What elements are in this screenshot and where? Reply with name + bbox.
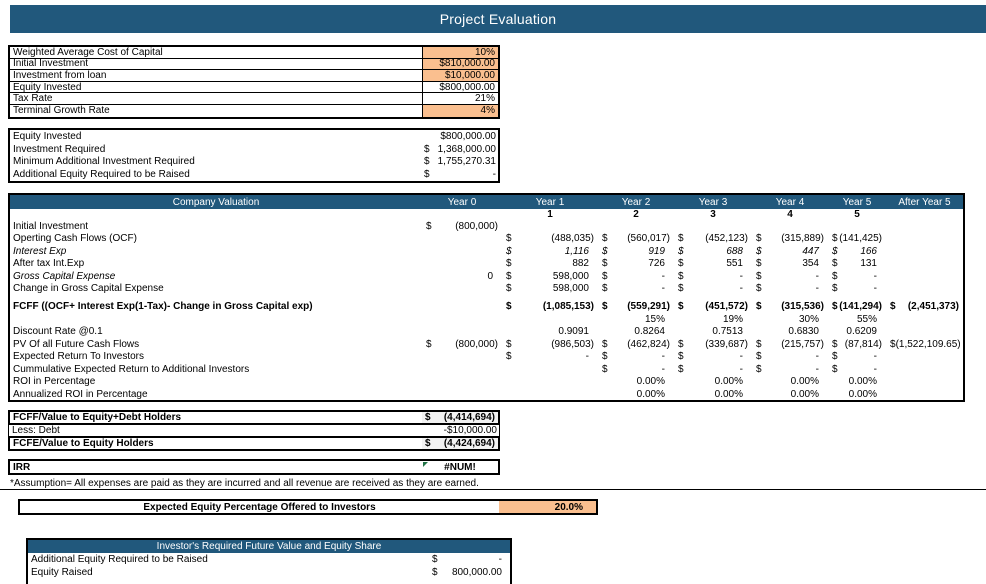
cell[interactable] xyxy=(598,389,674,400)
cell[interactable] xyxy=(752,364,828,375)
column-header[interactable]: Year 0 xyxy=(447,196,477,208)
dollar-sign: $ xyxy=(506,270,512,282)
cell[interactable] xyxy=(752,301,828,312)
cell[interactable] xyxy=(502,339,598,350)
cell-value: - xyxy=(873,283,877,295)
row-label[interactable]: Additional Equity Required to be Raised xyxy=(31,554,208,565)
cell-value: (1,085,153) xyxy=(542,300,594,312)
dollar-sign: $ xyxy=(756,233,762,245)
dollar-sign: $ xyxy=(832,245,838,257)
row-label[interactable]: Equity Invested xyxy=(13,81,82,93)
cell-value: 131 xyxy=(860,258,877,270)
cell-value: (462,824) xyxy=(627,338,670,350)
cell[interactable] xyxy=(752,326,828,337)
cell-value: 551 xyxy=(726,258,743,270)
dollar-sign: $ xyxy=(678,245,684,257)
dollar-sign: $ xyxy=(602,351,608,363)
cell[interactable] xyxy=(502,283,598,294)
row-label[interactable]: Investment Required xyxy=(13,143,106,155)
cell[interactable] xyxy=(674,351,752,362)
dollar-sign: $ xyxy=(678,258,684,270)
cell[interactable] xyxy=(828,301,886,312)
row-label[interactable]: Cummulative Expected Return to Additional Investors xyxy=(13,363,250,375)
table-row xyxy=(10,155,498,168)
cell[interactable] xyxy=(752,283,828,294)
dollar-sign: $ xyxy=(678,233,684,245)
cell-value: 0.7513 xyxy=(712,326,743,338)
dollar-sign: $ xyxy=(832,233,838,245)
cell[interactable] xyxy=(752,376,828,387)
row-label[interactable]: Equity Raised xyxy=(31,567,93,578)
debt-value-cell[interactable]: -$10,000.00 xyxy=(443,425,497,436)
dollar-sign: $ xyxy=(602,363,608,375)
terminal-growth-cell[interactable]: 4% xyxy=(422,105,498,117)
amount-value: - xyxy=(492,168,496,180)
table-row xyxy=(10,388,963,401)
amount-cell[interactable] xyxy=(420,156,498,167)
cell[interactable] xyxy=(598,283,674,294)
dollar-sign: $ xyxy=(756,283,762,295)
amount-value: 800,000.00 xyxy=(451,567,502,578)
cell[interactable] xyxy=(598,314,674,325)
row-label[interactable]: ROI in Percentage xyxy=(13,376,96,388)
column-header[interactable]: Year 2 xyxy=(621,196,651,208)
dollar-sign: $ xyxy=(678,270,684,282)
table-row xyxy=(10,376,963,389)
dollar-sign: $ xyxy=(424,168,430,180)
row-label[interactable]: IRR xyxy=(13,461,31,473)
cell[interactable] xyxy=(674,314,752,325)
valuation-header-row xyxy=(10,195,963,209)
cell[interactable] xyxy=(674,258,752,269)
table-row xyxy=(10,93,498,105)
cell-value: 882 xyxy=(572,258,589,270)
fcfe-value-cell[interactable] xyxy=(422,438,498,449)
irr-error-value: #NUM! xyxy=(444,461,476,473)
dollar-sign: $ xyxy=(506,300,512,312)
cell[interactable] xyxy=(502,258,598,269)
cell-value: (800,000) xyxy=(455,338,498,350)
cell-value: 0.00% xyxy=(636,376,665,388)
amount-value: $800,000.00 xyxy=(440,130,496,142)
loan-investment-cell[interactable]: $10,000.00 xyxy=(422,70,498,81)
row-label[interactable]: Initial Investment xyxy=(13,220,89,232)
cell-value: - xyxy=(815,363,819,375)
amount-cell[interactable] xyxy=(428,554,508,565)
row-label[interactable]: Discount Rate @0.1 xyxy=(13,326,103,338)
cell[interactable] xyxy=(502,233,598,244)
table-row xyxy=(10,245,963,258)
dollar-sign: $ xyxy=(832,270,838,282)
cell-value: 0.6830 xyxy=(788,326,819,338)
cell-value: - xyxy=(873,363,877,375)
dollar-sign: $ xyxy=(602,270,608,282)
row-label[interactable]: Minimum Additional Investment Required xyxy=(13,156,195,168)
column-header[interactable]: Year 3 xyxy=(698,196,728,208)
table-row xyxy=(10,338,963,351)
cell-value: - xyxy=(815,283,819,295)
investor-box xyxy=(26,538,512,584)
cell[interactable] xyxy=(674,246,752,257)
dollar-sign: $ xyxy=(678,351,684,363)
less-debt-row xyxy=(8,425,500,436)
column-header[interactable]: Year 1 xyxy=(535,196,565,208)
cell-value: (1,522,109.65) xyxy=(895,338,961,350)
row-label[interactable]: Weighted Average Cost of Capital xyxy=(13,46,163,58)
table-row xyxy=(10,299,963,313)
cell-value: (315,536) xyxy=(781,300,824,312)
table-row xyxy=(10,313,963,326)
dollar-sign: $ xyxy=(506,351,512,363)
cell-value: - xyxy=(661,363,665,375)
amount-value: - xyxy=(498,554,502,565)
cell-value: 0.00% xyxy=(848,388,877,400)
cell-value: 726 xyxy=(648,258,665,270)
dollar-sign: $ xyxy=(890,300,896,312)
equity-invested-cell[interactable]: $800,000.00 xyxy=(422,82,498,93)
cell[interactable] xyxy=(502,326,598,337)
dollar-sign: $ xyxy=(832,338,838,350)
row-label[interactable]: Change in Gross Capital Expense xyxy=(13,283,164,295)
dollar-sign: $ xyxy=(678,338,684,350)
cell-value: 1,116 xyxy=(564,245,589,257)
period-number-cell[interactable]: 4 xyxy=(787,209,793,220)
irr-value-cell[interactable] xyxy=(422,461,498,473)
cell[interactable] xyxy=(828,314,886,325)
amount-value: (4,424,694) xyxy=(443,438,495,449)
cell[interactable] xyxy=(752,271,828,282)
cell[interactable] xyxy=(674,364,752,375)
row-label[interactable]: FCFE/Value to Equity Holders xyxy=(13,438,154,449)
dollar-sign: $ xyxy=(832,300,838,312)
cell-value: 0.9091 xyxy=(558,326,589,338)
dollar-sign: $ xyxy=(832,363,838,375)
cell[interactable] xyxy=(752,314,828,325)
cell[interactable] xyxy=(674,389,752,400)
table-row xyxy=(10,143,498,156)
cell[interactable] xyxy=(598,364,674,375)
cell[interactable] xyxy=(598,258,674,269)
cell[interactable] xyxy=(598,339,674,350)
tax-rate-cell[interactable]: 21% xyxy=(422,93,498,104)
table-row xyxy=(10,258,963,271)
cell[interactable] xyxy=(674,283,752,294)
cell[interactable] xyxy=(598,326,674,337)
dollar-sign: $ xyxy=(426,338,432,350)
cell[interactable] xyxy=(752,339,828,350)
period-number-cell[interactable]: 5 xyxy=(854,209,860,220)
table-row xyxy=(10,105,498,117)
row-label[interactable]: Less: Debt xyxy=(12,425,60,436)
amount-value: (4,414,694) xyxy=(443,412,495,423)
assumption-note: *Assumption= All expenses are paid as they are incurred and all revenue are received as they are earned. xyxy=(0,477,986,490)
cell[interactable] xyxy=(674,326,752,337)
row-label[interactable]: Equity Invested xyxy=(13,130,82,142)
cell-value: - xyxy=(739,270,743,282)
dollar-sign: $ xyxy=(756,351,762,363)
cell[interactable] xyxy=(828,351,886,362)
row-label[interactable]: Tax Rate xyxy=(13,93,53,105)
dollar-sign: $ xyxy=(602,258,608,270)
row-label[interactable]: Gross Capital Expense xyxy=(13,270,116,282)
dollar-sign: $ xyxy=(432,567,438,578)
cell[interactable] xyxy=(886,339,963,350)
table-row xyxy=(10,351,963,364)
cell-value: (141,425) xyxy=(839,233,882,245)
period-number-row xyxy=(10,209,963,220)
table-row xyxy=(10,168,498,181)
cell[interactable] xyxy=(598,246,674,257)
expected-equity-cell[interactable]: 20.0% xyxy=(499,501,596,513)
dollar-sign: $ xyxy=(432,554,438,565)
period-number-cell[interactable]: 2 xyxy=(633,209,639,220)
cell-value: 0.00% xyxy=(714,388,743,400)
dollar-sign: $ xyxy=(506,258,512,270)
cell-value: 598,000 xyxy=(552,283,589,295)
row-label[interactable]: PV Of all Future Cash Flows xyxy=(13,338,140,350)
cell-value: (315,889) xyxy=(781,233,824,245)
cell-value: 0.6209 xyxy=(846,326,877,338)
dollar-sign: $ xyxy=(756,363,762,375)
table-row xyxy=(28,566,510,579)
fcfe-value-row xyxy=(8,436,500,451)
page-title: Project Evaluation xyxy=(10,5,986,33)
cell-value: - xyxy=(739,351,743,363)
cell-value: - xyxy=(873,270,877,282)
cell[interactable] xyxy=(828,364,886,375)
cell-value: 19% xyxy=(722,313,743,325)
table-row xyxy=(10,47,498,59)
cell-value: 447 xyxy=(802,245,819,257)
equity-summary-table xyxy=(8,128,500,183)
table-row xyxy=(10,233,963,246)
error-flag-icon xyxy=(423,462,428,467)
fcff-value-row xyxy=(8,410,500,425)
cell[interactable] xyxy=(502,271,598,282)
cell-value: 166 xyxy=(860,245,877,257)
dollar-sign: $ xyxy=(425,412,431,423)
cell-value: 354 xyxy=(802,258,819,270)
dollar-sign: $ xyxy=(832,283,838,295)
dollar-sign: $ xyxy=(424,143,430,155)
row-label[interactable]: Initial Investment xyxy=(13,58,89,70)
cell[interactable] xyxy=(752,233,828,244)
company-valuation-table xyxy=(8,193,965,402)
table-row xyxy=(10,82,498,94)
table-row xyxy=(10,283,963,296)
cell[interactable] xyxy=(828,258,886,269)
cell[interactable] xyxy=(674,376,752,387)
dollar-sign: $ xyxy=(506,245,512,257)
cell[interactable] xyxy=(828,326,886,337)
dollar-sign: $ xyxy=(890,338,896,350)
amount-cell[interactable] xyxy=(420,169,498,180)
dollar-sign: $ xyxy=(756,300,762,312)
cell-value: 0.00% xyxy=(848,376,877,388)
cell-value: 55% xyxy=(856,313,877,325)
cell-value: 0.00% xyxy=(790,376,819,388)
cell[interactable] xyxy=(828,389,886,400)
cell-value: - xyxy=(739,283,743,295)
cell[interactable] xyxy=(598,376,674,387)
dollar-sign: $ xyxy=(678,283,684,295)
cell-value: - xyxy=(661,283,665,295)
cell-value: (986,503) xyxy=(551,338,594,350)
dollar-sign: $ xyxy=(602,338,608,350)
table-row xyxy=(28,553,510,566)
dollar-sign: $ xyxy=(678,363,684,375)
cell-value: 0.00% xyxy=(636,388,665,400)
table-row xyxy=(10,220,963,233)
cell[interactable] xyxy=(828,376,886,387)
amount-cell[interactable] xyxy=(420,144,498,155)
cell-value: 0 xyxy=(487,270,493,282)
table-row xyxy=(10,59,498,71)
cell-value: 15% xyxy=(644,313,665,325)
amount-cell[interactable] xyxy=(428,567,508,578)
cell[interactable] xyxy=(502,246,598,257)
dollar-sign: $ xyxy=(678,300,684,312)
row-label[interactable]: Interest Exp xyxy=(13,245,67,257)
cell-value: - xyxy=(661,270,665,282)
dollar-sign: $ xyxy=(506,233,512,245)
dollar-sign: $ xyxy=(756,245,762,257)
row-label[interactable]: Additional Equity Required to be Raised xyxy=(13,168,190,180)
table-row xyxy=(10,270,963,283)
cell-value: 688 xyxy=(726,245,743,257)
row-label[interactable]: FCFF/Value to Equity+Debt Holders xyxy=(13,412,182,423)
cell[interactable] xyxy=(828,283,886,294)
wacc-table xyxy=(8,45,500,119)
row-label[interactable]: Expected Equity Percentage Offered to Investors xyxy=(143,501,376,513)
cell-value: (339,687) xyxy=(705,338,748,350)
cell-value: (800,000) xyxy=(455,220,498,232)
cell[interactable] xyxy=(598,271,674,282)
column-header[interactable]: After Year 5 xyxy=(898,196,951,208)
column-header[interactable]: Year 4 xyxy=(775,196,805,208)
row-label[interactable]: Terminal Growth Rate xyxy=(13,105,110,117)
amount-value: 1,755,270.31 xyxy=(437,156,496,168)
dollar-sign: $ xyxy=(506,283,512,295)
dollar-sign: $ xyxy=(832,258,838,270)
initial-investment-cell[interactable]: $810,000.00 xyxy=(422,59,498,70)
cell-value: (451,572) xyxy=(705,300,748,312)
wacc-value-cell[interactable]: 10% xyxy=(422,47,498,58)
table-row xyxy=(10,70,498,82)
cell-value: (215,757) xyxy=(781,338,824,350)
dollar-sign: $ xyxy=(756,270,762,282)
cell-value: - xyxy=(815,351,819,363)
cell[interactable] xyxy=(598,351,674,362)
dollar-sign: $ xyxy=(756,338,762,350)
cell[interactable] xyxy=(422,339,502,350)
dollar-sign: $ xyxy=(424,156,430,168)
cell[interactable] xyxy=(674,339,752,350)
amount-value: 1,368,000.00 xyxy=(437,143,496,155)
period-number-cell[interactable]: 1 xyxy=(547,209,553,220)
cell-value: 919 xyxy=(648,245,665,257)
dollar-sign: $ xyxy=(602,245,608,257)
dollar-sign: $ xyxy=(832,351,838,363)
cell[interactable] xyxy=(502,351,598,362)
cell-value: 0.00% xyxy=(790,388,819,400)
cell[interactable] xyxy=(674,233,752,244)
cell-value: (2,451,373) xyxy=(907,300,959,312)
cell-value: (87,814) xyxy=(844,338,882,350)
valuation-title[interactable]: Company Valuation xyxy=(172,196,260,208)
row-label[interactable]: Operting Cash Flows (OCF) xyxy=(13,233,137,245)
cell[interactable] xyxy=(674,301,752,312)
row-label[interactable]: Expected Return To Investors xyxy=(13,351,144,363)
cell[interactable] xyxy=(828,246,886,257)
cell-value: (488,035) xyxy=(551,233,594,245)
row-label[interactable]: Annualized ROI in Percentage xyxy=(13,388,148,400)
cell[interactable] xyxy=(752,389,828,400)
dollar-sign: $ xyxy=(756,258,762,270)
fcff-value-cell[interactable] xyxy=(422,412,498,423)
cell-value: - xyxy=(661,351,665,363)
cell-value: - xyxy=(585,351,589,363)
cell[interactable] xyxy=(422,271,502,282)
cell[interactable] xyxy=(422,221,502,232)
amount-cell[interactable] xyxy=(420,131,498,142)
cell-value: 0.00% xyxy=(714,376,743,388)
column-header[interactable]: Year 5 xyxy=(842,196,872,208)
cell-value: (452,123) xyxy=(705,233,748,245)
dollar-sign: $ xyxy=(506,338,512,350)
cell[interactable] xyxy=(828,271,886,282)
cell[interactable] xyxy=(752,258,828,269)
table-row xyxy=(10,326,963,339)
cell[interactable] xyxy=(886,301,963,312)
cell[interactable] xyxy=(598,233,674,244)
table-row xyxy=(10,363,963,376)
cell[interactable] xyxy=(828,233,886,244)
cell[interactable] xyxy=(752,351,828,362)
cell-value: (560,017) xyxy=(627,233,670,245)
row-label[interactable]: FCFF ((OCF+ Interest Exp(1-Tax)- Change in Gross Capital exp) xyxy=(13,300,313,312)
row-label[interactable]: Investment from loan xyxy=(13,69,107,81)
cell[interactable] xyxy=(828,339,886,350)
table-row xyxy=(10,130,498,143)
cell[interactable] xyxy=(752,246,828,257)
expected-equity-row xyxy=(18,499,598,515)
cell[interactable] xyxy=(598,301,674,312)
cell-value: 598,000 xyxy=(552,270,589,282)
cell-value: (559,291) xyxy=(627,300,670,312)
cell-value: 0.8264 xyxy=(634,326,665,338)
dollar-sign: $ xyxy=(426,220,432,232)
irr-row xyxy=(8,459,500,475)
period-number-cell[interactable]: 3 xyxy=(710,209,716,220)
cell[interactable] xyxy=(502,301,598,312)
row-label[interactable]: After tax Int.Exp xyxy=(13,258,85,270)
cell-value: (141,294) xyxy=(839,300,882,312)
dollar-sign: $ xyxy=(602,283,608,295)
cell[interactable] xyxy=(674,271,752,282)
cell-value: - xyxy=(815,270,819,282)
cell-value: - xyxy=(873,351,877,363)
dollar-sign: $ xyxy=(425,438,431,449)
dollar-sign: $ xyxy=(602,233,608,245)
cell-value: 30% xyxy=(798,313,819,325)
cell-value: - xyxy=(739,363,743,375)
section-header[interactable]: Investor's Required Future Value and Equity Share xyxy=(28,540,510,553)
dollar-sign: $ xyxy=(602,300,608,312)
